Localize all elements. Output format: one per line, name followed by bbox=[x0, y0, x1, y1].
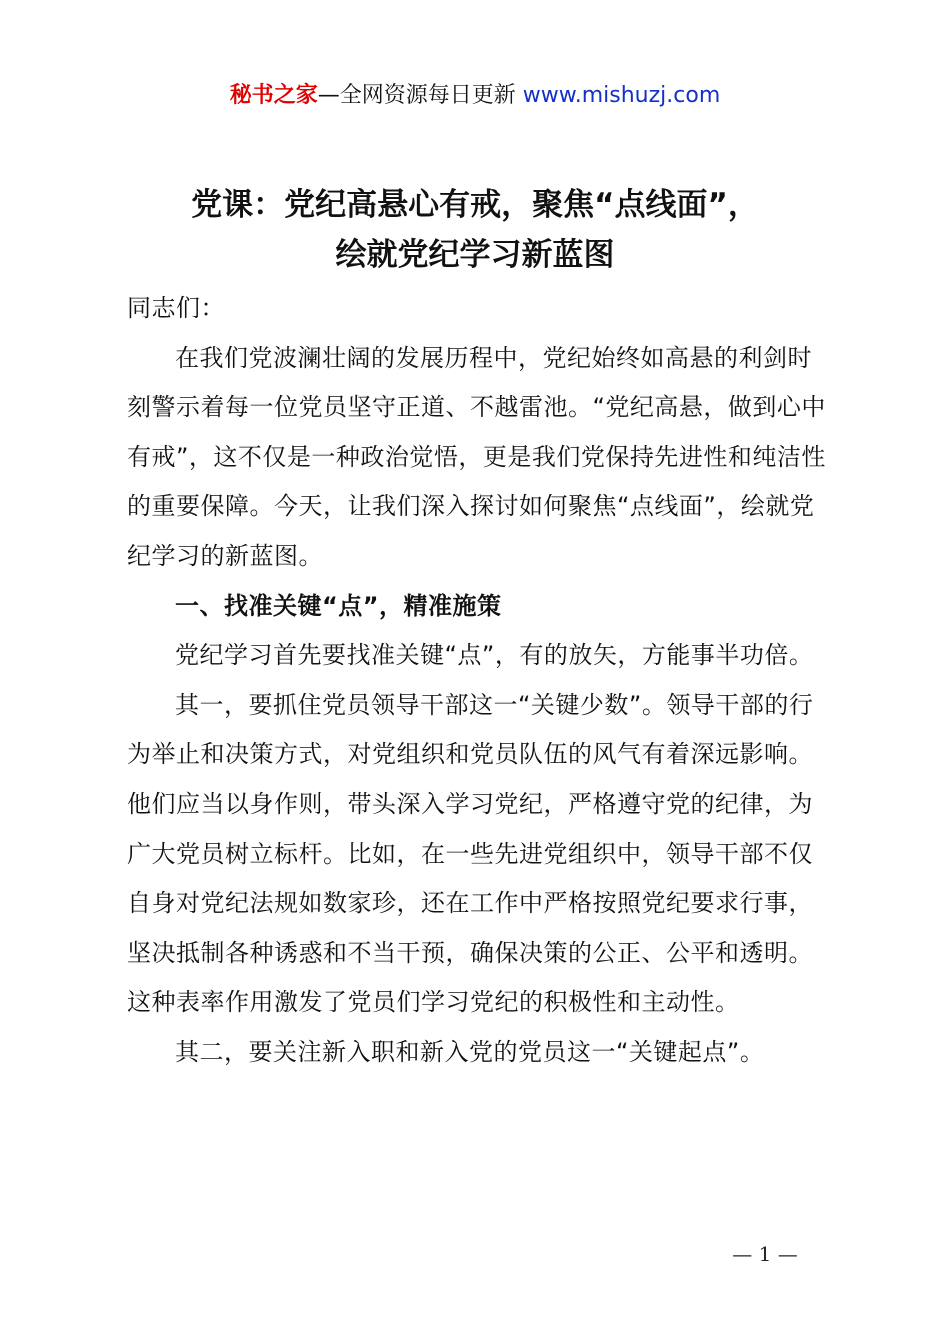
brand-name: 秘书之家 bbox=[229, 83, 318, 108]
site-url-link[interactable]: www.mishuzj.com bbox=[522, 83, 721, 108]
paragraph-key-point: 党纪学习首先要找准关键“点”，有的放矢，方能事半功倍。 bbox=[175, 641, 814, 670]
page-number: — 1 — bbox=[732, 1242, 798, 1266]
section-heading-1: 一、找准关键“点”，精准施策 bbox=[175, 591, 502, 620]
paragraph-second: 其二，要关注新入职和新入党的党员这一“关键起点”。 bbox=[175, 1037, 765, 1066]
title-line-2: 绘就党纪学习新蓝图 bbox=[335, 237, 615, 273]
paragraph-intro: 在我们党波澜壮阔的发展历程中，党纪始终如高悬的利剑时刻警示着每一位党员坚守正道、不越雷池。“党纪高悬，做到心中有戒”，这不仅是一种政治觉悟，更是我们党保持先进性和纯洁性的重要保障。今天，让我们深入探讨如何聚焦“点线面”，绘就党纪学习的新蓝图。 bbox=[127, 343, 826, 570]
document-body bbox=[127, 284, 835, 1078]
greeting: 同志们： bbox=[127, 294, 225, 322]
site-header bbox=[0, 80, 950, 112]
document-title bbox=[0, 180, 950, 280]
header-tagline: —全网资源每日更新 bbox=[317, 83, 523, 108]
title-line-1: 党课：党纪高悬心有戒，聚焦“点线面”， bbox=[191, 187, 759, 223]
paragraph-first: 其一，要抓住党员领导干部这一“关键少数”。领导干部的行为举止和决策方式，对党组织和党员队伍的风气有着深远影响。他们应当以身作则，带头深入学习党纪，严格遵守党的纪律，为广大党员树立标杆。比如，在一些先进党组织中，领导干部不仅自身对党纪法规如数家珍，还在工作中严格按照党纪要求行事，坚决抵制各种诱惑和不当干预，确保决策的公正、公平和透明。这种表率作用激发了党员们学习党纪的积极性和主动性。 bbox=[127, 690, 814, 1017]
